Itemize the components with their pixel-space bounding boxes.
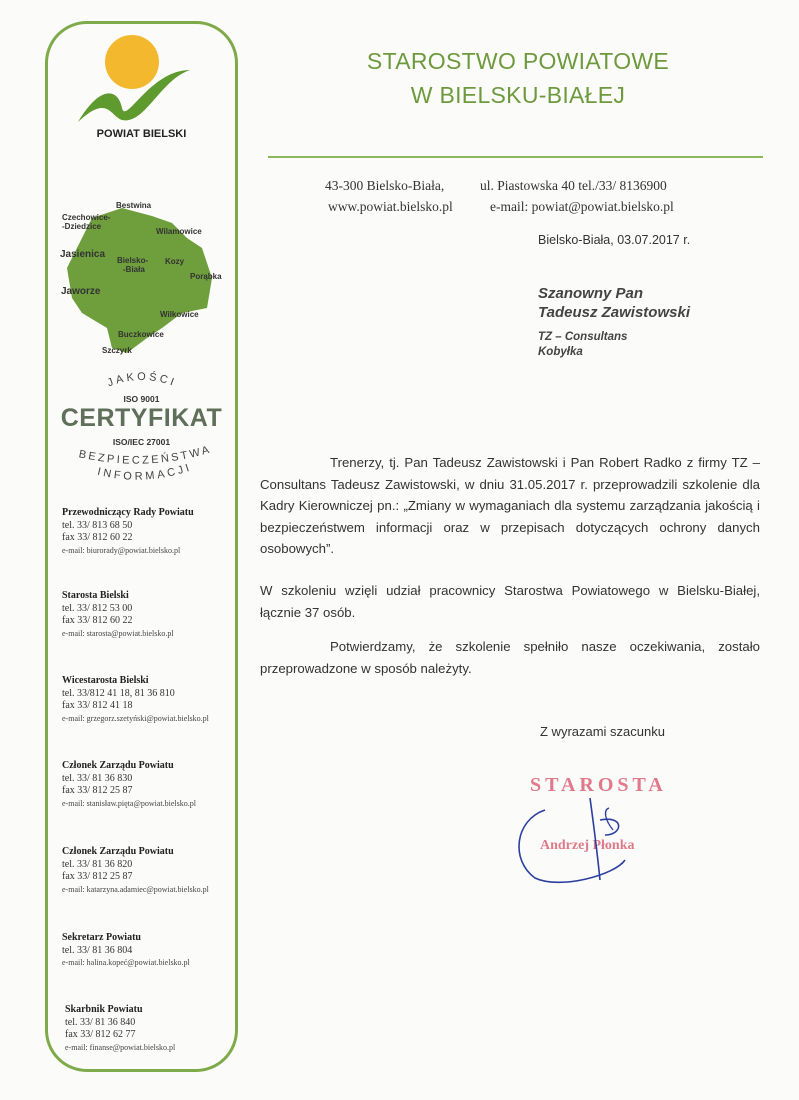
office-name-line2: W BIELSKU-BIAŁEJ <box>410 82 626 108</box>
contact-tel: tel. 33/ 81 36 840 <box>65 1016 136 1028</box>
address-street-phone: ul. Piastowska 40 tel./33/ 8136900 <box>480 178 667 193</box>
map-label: Szczyrk <box>102 346 132 355</box>
contact-role: Sekretarz Powiatu <box>62 932 141 943</box>
contact-email[interactable]: e-mail: starosta@powiat.bielsko.pl <box>62 628 174 638</box>
contact-tel: tel. 33/ 813 68 50 <box>62 519 133 531</box>
contact-role: Starosta Bielski <box>62 590 129 601</box>
contact-block <box>62 760 242 810</box>
map-label: Porąbka <box>190 272 222 281</box>
contact-role: Skarbnik Powiatu <box>65 1004 143 1015</box>
map-label: Jasienica <box>60 249 106 260</box>
iso-9001-label: ISO 9001 <box>123 394 160 404</box>
contact-tel: tel. 33/ 81 36 820 <box>62 858 133 870</box>
map-label: Czechowice- <box>62 213 111 222</box>
recipient-address <box>538 330 627 360</box>
contact-block <box>62 590 242 640</box>
map-label: Kozy <box>165 257 185 266</box>
contact-email[interactable]: e-mail: katarzyna.adamiec@powiat.bielsko.pl <box>62 884 209 894</box>
letter-paragraph-1: Trenerzy, tj. Pan Tadeusz Zawistowski i Pan Robert Radko z firmy TZ – Consultans Tadeusz Zawistowski, w dniu 31.05.2017 r. przeprowadzili szkolenie dla Kadry Kierowniczej pn.: „Zmiany w wymaganiach dla systemu zarządzania jakością i bezpieczeństwem informacji oraz w przepisach dotyczących ochrony danych osobowych”. <box>260 455 760 556</box>
contact-email[interactable]: e-mail: stanisław.pięta@powiat.bielsko.pl <box>62 798 196 808</box>
header-divider <box>268 156 763 158</box>
svg-text:JAKOŚCI <box>106 370 178 389</box>
contact-block <box>62 846 242 896</box>
contact-role: Przewodniczący Rady Powiatu <box>62 507 194 518</box>
powiat-logo-icon <box>60 30 200 130</box>
map-label: -Biała <box>123 265 145 274</box>
recipient-block <box>538 284 690 322</box>
letter-paragraph-3: Potwierdzamy, że szkolenie spełniło nasze oczekiwania, zostało przeprowadzone w sposób należyty. <box>260 639 760 676</box>
contact-block <box>62 507 242 557</box>
certificate-title: CERTYFIKAT <box>60 404 223 432</box>
contact-tel: tel. 33/ 812 53 00 <box>62 602 133 614</box>
contact-email[interactable]: e-mail: finanse@powiat.bielsko.pl <box>65 1042 176 1052</box>
map-label: Wilamowice <box>156 227 202 236</box>
map-label: Jaworze <box>61 286 101 297</box>
office-name-line1: STAROSTWO POWIATOWE <box>366 48 670 74</box>
contact-fax: fax 33/ 812 25 87 <box>62 871 133 882</box>
address-city: 43-300 Bielsko-Biała, <box>325 178 445 193</box>
cert-arc-line2: INFORMACJI <box>96 461 194 483</box>
recipient-city: Kobyłka <box>538 346 583 358</box>
logo-text: POWIAT BIELSKI <box>96 128 187 140</box>
contact-fax: fax 33/ 812 62 77 <box>65 1029 136 1040</box>
contact-fax: fax 33/ 812 60 22 <box>62 532 133 543</box>
letter-paragraph-2: W szkoleniu wzięli udział pracownicy Starostwa Powiatowego w Bielsku-Białej, łącznie 37 osób. <box>260 583 760 620</box>
map-label: -Dziedzice <box>62 222 102 231</box>
stamp-name: Andrzej Płonka <box>540 838 635 853</box>
handwritten-signature <box>505 790 645 890</box>
contact-fax: fax 33/ 812 25 87 <box>62 785 133 796</box>
svg-text:BEZPIECZEŃSTWA <box>78 443 213 466</box>
recipient-greeting: Szanowny Pan <box>538 285 644 302</box>
contact-email[interactable]: e-mail: biurorady@powiat.bielsko.pl <box>62 545 181 555</box>
office-name-heading <box>318 44 718 112</box>
map-label: Bestwina <box>116 201 152 210</box>
contact-block <box>62 675 242 725</box>
contact-block <box>65 1004 245 1054</box>
stamp-title: STAROSTA <box>530 774 667 796</box>
closing-phrase: Z wyrazami szacunku <box>540 724 665 739</box>
office-email[interactable]: e-mail: powiat@powiat.bielsko.pl <box>490 199 674 214</box>
contact-tel: tel. 33/ 81 36 804 <box>62 944 133 956</box>
contact-tel: tel. 33/ 81 36 830 <box>62 772 133 784</box>
contact-role: Członek Zarządu Powiatu <box>62 846 174 857</box>
cert-arc-top-text: JAKOŚCI <box>105 370 179 390</box>
contact-role: Wicestarosta Bielski <box>62 675 149 686</box>
contact-email[interactable]: e-mail: grzegorz.szetyński@powiat.bielsko.pl <box>62 713 209 723</box>
website-link[interactable]: www.powiat.bielsko.pl <box>328 199 453 214</box>
map-label: Bielsko- <box>117 256 149 265</box>
iso-27001-label: ISO/IEC 27001 <box>112 437 171 447</box>
contact-fax: fax 33/ 812 60 22 <box>62 615 133 626</box>
map-label: Wilkowice <box>160 310 199 319</box>
letter-date: Bielsko-Biała, 03.07.2017 r. <box>538 233 691 247</box>
contact-tel: tel. 33/812 41 18, 81 36 810 <box>62 687 175 699</box>
contact-block <box>62 932 242 970</box>
contact-fax: fax 33/ 812 41 18 <box>62 700 133 711</box>
contact-email[interactable]: e-mail: halina.kopeć@powiat.bielsko.pl <box>62 958 190 967</box>
map-label: Buczkowice <box>118 330 164 339</box>
contact-role: Członek Zarządu Powiatu <box>62 760 174 771</box>
recipient-name: Tadeusz Zawistowski <box>538 304 690 321</box>
certificate-bottom-arc <box>52 440 237 495</box>
cert-arc-line1: BEZPIECZEŃSTWA <box>77 443 213 467</box>
recipient-company: TZ – Consultans <box>538 331 628 343</box>
